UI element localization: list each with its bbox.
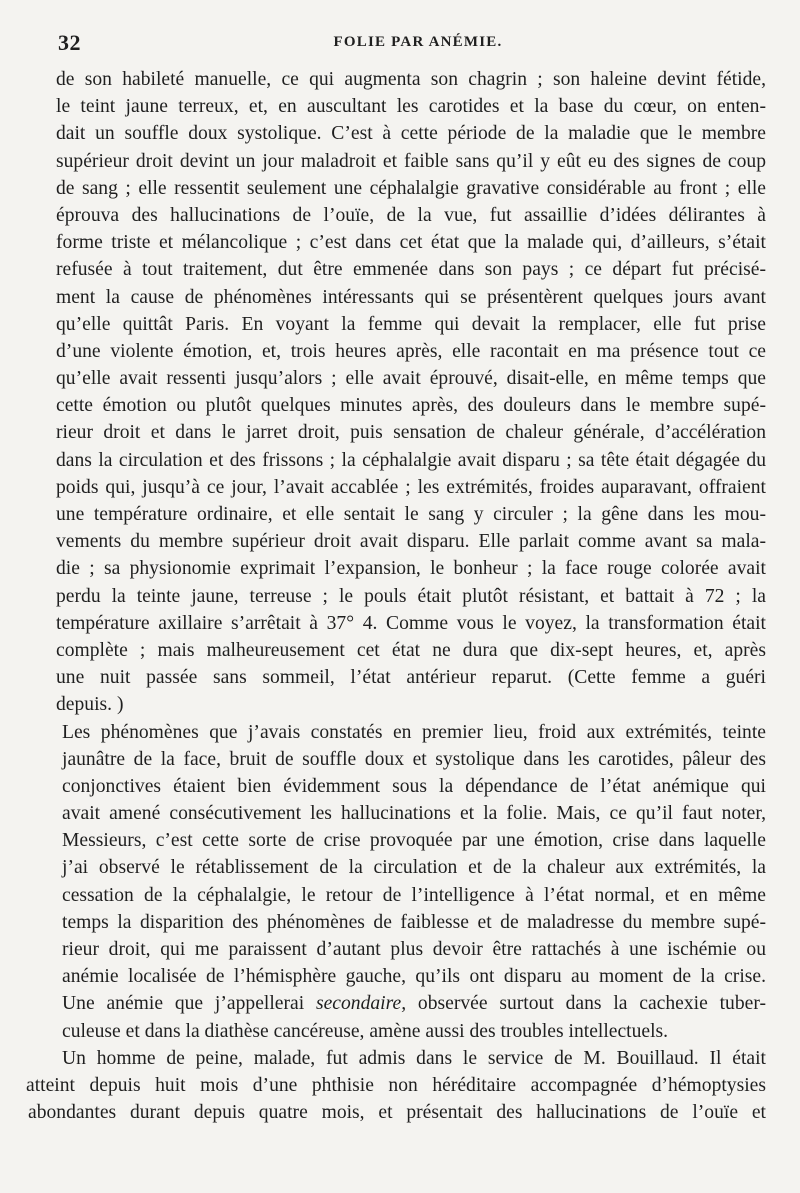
text-line: rieur droit et dans le jarret droit, puis sensation de chaleur générale, d’accélération — [56, 422, 766, 444]
text-line: d’une violente émotion, et, trois heures après, elle racontait en ma présence tout ce — [56, 340, 766, 362]
text-line: poids qui, jusqu’à ce jour, l’avait accablée ; les extrémités, froides auparavant, offraient — [56, 476, 766, 498]
text-line: j’ai observé le rétablissement de la circulation et de la chaleur aux extrémités, la — [62, 857, 766, 879]
paragraph-2 — [56, 719, 766, 991]
paragraph-1 — [56, 66, 766, 719]
emphasized-word: secondaire, — [315, 993, 407, 1015]
text-line: supérieur droit devint un jour maladroit et faible sans qu’il y eût eu des signes de coup — [56, 150, 766, 172]
text-line: qu’elle avait ressenti jusqu’alors ; elle avait éprouvé, disait-elle, en même temps que — [56, 368, 766, 390]
text-line: anémie localisée de l’hémisphère gauche, qu’ils ont disparu au moment de la crise. — [62, 966, 766, 988]
text-line: cessation de la céphalalgie, le retour de l’intelligence à l’état normal, et en même — [62, 884, 766, 906]
text-line: complète ; mais malheureusement cet état ne dura que dix-sept heures, et, après — [56, 639, 766, 661]
text-line: température axillaire s’arrêtait à 37° 4. Comme vous le voyez, la transformation était — [56, 612, 766, 634]
text-line: Un homme de peine, malade, fut admis dans le service de M. Bouillaud. Il était — [62, 1047, 766, 1069]
text-line: une nuit passée sans sommeil, l’état antérieur reparut. (Cette femme a guéri — [56, 667, 766, 689]
text-line: perdu la teinte jaune, terreuse ; le pouls était plutôt résistant, et battait à 72 ; la — [56, 585, 766, 607]
text-run: Une anémie que j’appellerai — [62, 993, 316, 1015]
text-line: jaunâtre de la face, bruit de souffle doux et systolique dans les carotides, pâleur des — [62, 748, 766, 770]
text-line: conjonctives étaient bien évidemment sous la dépendance de l’état anémique qui — [62, 775, 766, 797]
text-line: dait un souffle doux systolique. C’est à cette période de la maladie que le membre — [56, 123, 766, 145]
text-line: die ; sa physionomie exprimait l’expansion, le bonheur ; la face rouge colorée avait — [56, 558, 766, 580]
text-line: atteint depuis huit mois d’une phthisie non héréditaire accompagnée d’hémoptysies — [26, 1074, 766, 1096]
text-line: refusée à tout traitement, dut être emmenée dans son pays ; ce départ fut précisé- — [56, 259, 766, 281]
text-line: cette émotion ou plutôt quelques minutes après, des douleurs dans le membre supé- — [56, 395, 766, 417]
page-number: 32 — [58, 30, 81, 55]
text-line: rieur droit, qui me paraissent d’autant plus devoir être rattachés à une ischémie ou — [62, 939, 766, 960]
text-line: abondantes durant depuis quatre mois, et présentait des hallucinations de l’ouïe et — [28, 1102, 766, 1124]
text-line: forme triste et mélancolique ; c’est dans cet état que la malade qui, d’ailleurs, s’était — [56, 232, 766, 254]
text-line — [56, 990, 766, 1017]
text-line: depuis. ) — [56, 694, 124, 716]
text-line: une température ordinaire, et elle sentait le sang y circuler ; la gêne dans les mou- — [56, 504, 766, 525]
text-line: avait amené consécutivement les hallucinations et la folie. Mais, ce qu’il faut noter, — [62, 803, 766, 825]
text-line: temps la disparition des phénomènes de faiblesse et de maladresse du membre supé- — [62, 911, 766, 933]
text-line: vements du membre supérieur droit avait disparu. Elle parlait comme avant sa mala- — [56, 531, 766, 553]
text-line: de son habileté manuelle, ce qui augmenta son chagrin ; son haleine devint fétide, — [56, 69, 766, 90]
text-line: qu’elle quittât Paris. En voyant la femme qui devait la remplacer, elle fut prise — [56, 313, 766, 335]
text-line: de sang ; elle ressentit seulement une céphalalgie gravative considérable au front ; elle — [56, 177, 766, 199]
text-line: Les phénomènes que j’avais constatés en premier lieu, froid aux extrémités, teinte — [62, 721, 766, 743]
text-line: Messieurs, c’est cette sorte de crise provoquée par une émotion, crise dans laquelle — [62, 830, 766, 852]
text-run: observée surtout dans la cachexie tuber- — [406, 993, 766, 1015]
paragraph-4 — [26, 1045, 766, 1127]
text-line: éprouva des hallucinations de l’ouïe, de la vue, fut assaillie d’idées délirantes à — [56, 204, 766, 226]
body-text — [26, 66, 766, 1126]
paragraph-3 — [56, 990, 766, 1044]
text-line: dans la circulation et des frissons ; la céphalalgie avait disparu ; sa tête était dégagée du — [56, 449, 766, 471]
running-head: FOLIE PAR ANÉMIE. — [333, 34, 503, 50]
text-line: ment la cause de phénomènes intéressants qui se présentèrent quelques jours avant — [56, 286, 766, 308]
page-header — [58, 30, 760, 56]
text-line: culeuse et dans la diathèse cancéreuse, amène aussi des troubles intellectuels. — [62, 1020, 669, 1042]
text-line: le teint jaune terreux, et, en auscultant les carotides et la base du cœur, on enten- — [56, 96, 766, 118]
